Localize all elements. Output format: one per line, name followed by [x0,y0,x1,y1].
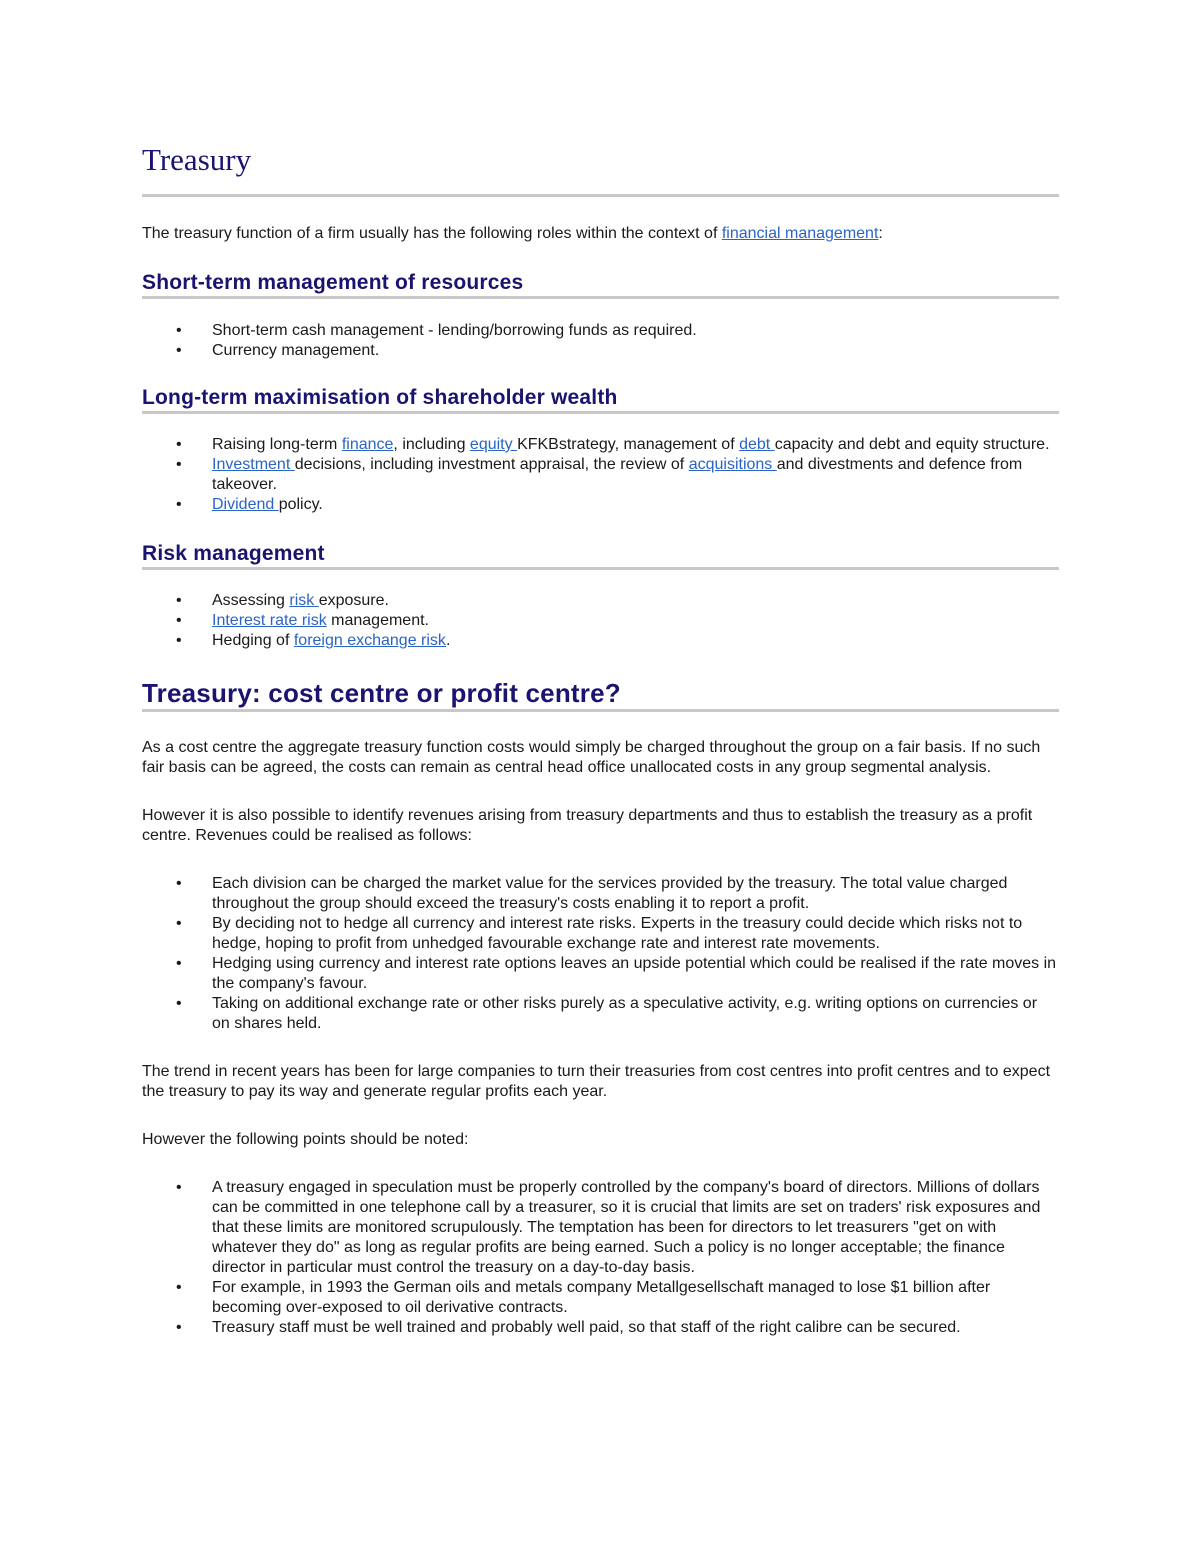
page-title: Treasury [142,140,1059,197]
section-heading-short-term: Short-term management of resources [142,270,1059,299]
revenue-list [142,874,1059,1034]
section-heading-risk: Risk management [142,541,1059,570]
equity-link[interactable]: equity [469,436,518,453]
investment-link[interactable]: Investment [212,456,295,473]
paragraph: As a cost centre the aggregate treasury function costs would simply be charged throughout the group on a fair basis. If no such fair basis can be agreed, the costs can remain as central head office unallocated costs in any group segmental analysis. [142,739,1041,776]
text: and divestments and defence from takeover. [212,456,1023,493]
list-item [142,631,1059,651]
acquisitions-link[interactable]: acquisitions [688,456,777,473]
text: capacity and debt and equity structure. [774,436,1050,453]
list-item: • Currency management. [142,341,1059,361]
points-list [142,1178,1059,1338]
section-heading-long-term: Long-term maximisation of shareholder wealth [142,385,1059,414]
list-item: • Each division can be charged the market value for the services provided by the treasury. The total value charged throughout the group should exceed the treasury's costs enabling it to report a profit. [142,874,1059,914]
text: policy. [278,496,323,513]
list-item: • Short-term cash management - lending/borrowing funds as required. [142,321,1059,341]
long-term-list [142,435,1059,515]
risk-list [142,591,1059,651]
risk-link[interactable]: risk [289,592,319,609]
short-term-list [142,321,1059,361]
intro-paragraph [142,224,1059,244]
text: management. [326,612,429,629]
list-item [142,591,1059,611]
foreign-exchange-risk-link[interactable]: foreign exchange risk [293,632,446,649]
intro-tail: : [878,225,883,242]
text: Raising long-term [212,436,342,453]
section-heading-cost-profit-centre: Treasury: cost centre or profit centre? [142,677,1059,712]
text: Hedging of [212,632,294,649]
text: . [445,632,451,649]
intro-text: The treasury function of a firm usually has the following roles within the context of [142,225,722,242]
list-item: • Hedging using currency and interest rate options leaves an upside potential which could be realised if the rate moves in the company's favour. [142,954,1059,994]
list-item: • Taking on additional exchange rate or other risks purely as a speculative activity, e.g. writing options on currencies or on shares held. [142,994,1059,1034]
text: exposure. [318,592,389,609]
list-item: • Treasury staff must be well trained and probably well paid, so that staff of the right calibre can be secured. [142,1318,1059,1338]
dividend-link[interactable]: Dividend [212,496,279,513]
paragraph: However it is also possible to identify revenues arising from treasury departments and thus to establish the treasury as a profit centre. Revenues could be realised as follows: [142,807,1033,844]
document-page [142,140,1059,1338]
paragraph: The trend in recent years has been for large companies to turn their treasuries from cost centres into profit centres and to expect the treasury to pay its way and generate regular profits each year. [142,1063,1051,1100]
text: decisions, including investment appraisal, the review of [294,456,689,473]
paragraph: However the following points should be noted: [142,1131,469,1148]
financial-management-link[interactable]: financial management [721,225,879,242]
text: KFKBstrategy, management of [517,436,740,453]
list-item [142,611,1059,631]
list-item: • By deciding not to hedge all currency and interest rate risks. Experts in the treasury could decide which risks not to hedge, hoping to profit from unhedged favourable exchange rate and interest rate movements. [142,914,1059,954]
list-item: • For example, in 1993 the German oils and metals company Metallgesellschaft managed to lose $1 billion after becoming over-exposed to oil derivative contracts. [142,1278,1059,1318]
finance-link[interactable]: finance [341,436,394,453]
list-item [142,435,1059,455]
text: Assessing [212,592,290,609]
interest-rate-risk-link[interactable]: Interest rate risk [212,612,327,629]
debt-link[interactable]: debt [739,436,775,453]
list-item [142,455,1059,495]
list-item: • A treasury engaged in speculation must be properly controlled by the company's board of directors. Millions of dollars can be committed in one telephone call by a treasurer, so it is crucial that limits are set on traders' risk exposures and that these limits are monitored scrupulously. The temptation has been for directors to let treasurers "get on with whatever they do" as long as regular profits are being earned. Such a policy is no longer acceptable; the finance director in particular must control the treasury on a day-to-day basis. [142,1178,1059,1278]
list-item [142,495,1059,515]
text: , including [393,436,470,453]
